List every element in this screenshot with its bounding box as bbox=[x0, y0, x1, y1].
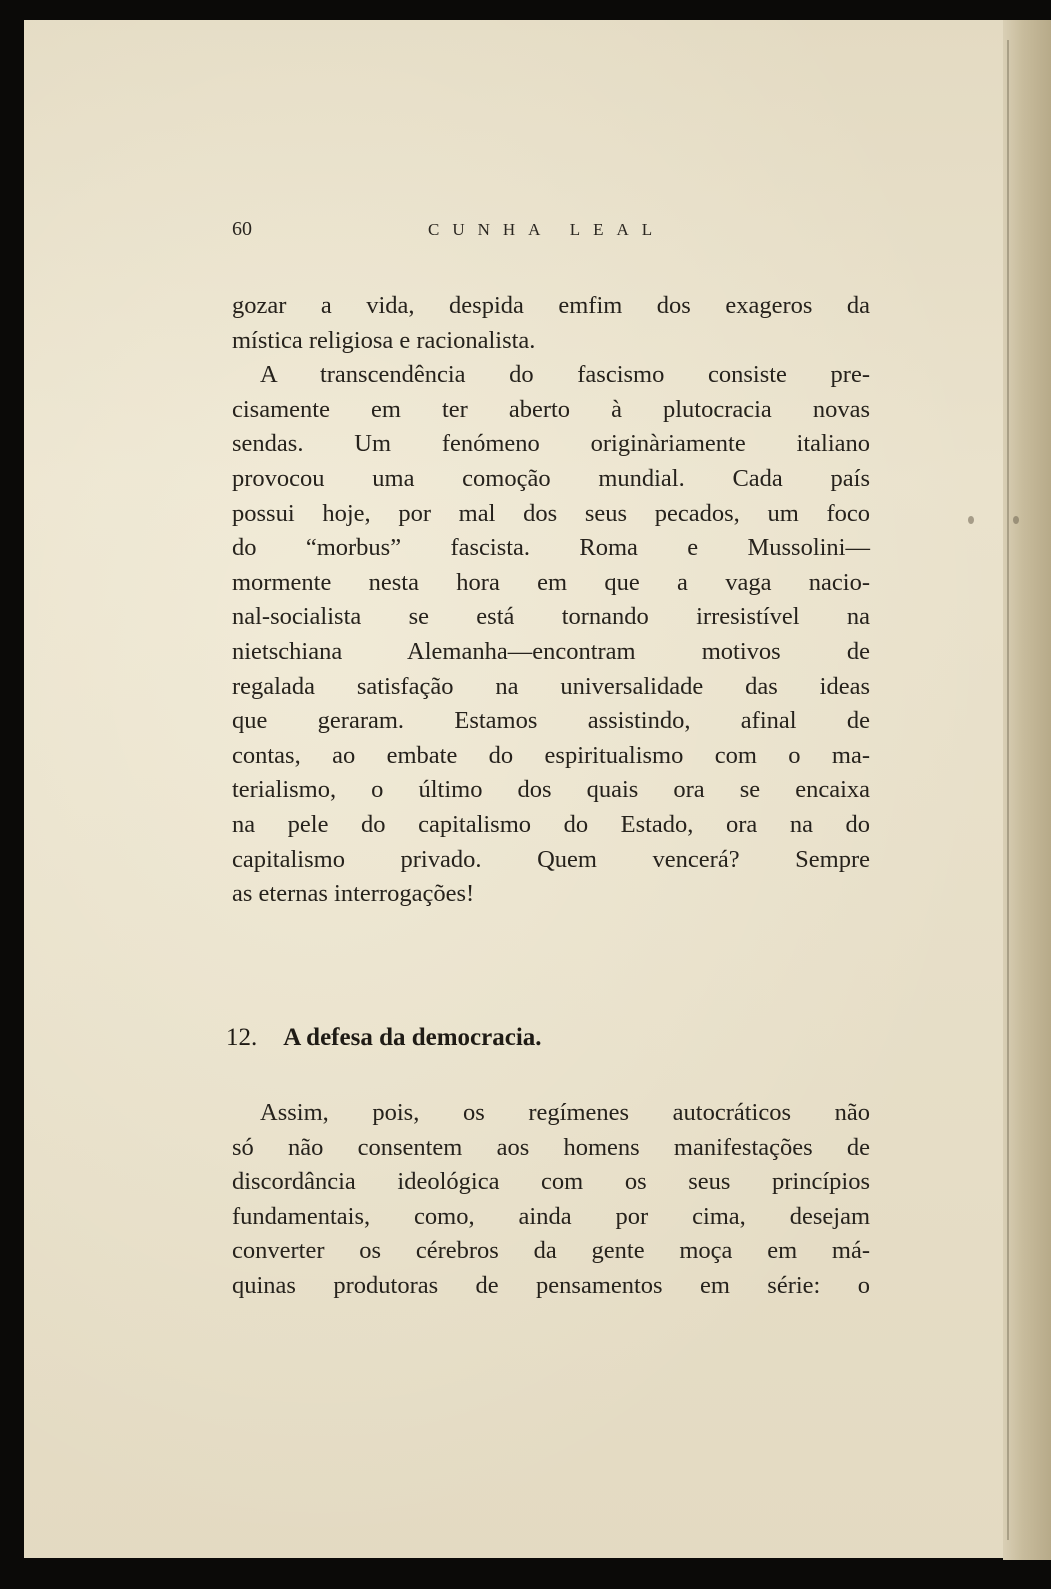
page-number: 60 bbox=[232, 218, 252, 240]
text-line: contas, ao embate do espiritualismo com o ma- bbox=[232, 741, 870, 769]
section-heading bbox=[226, 1024, 542, 1052]
text-line: que geraram. Estamos assistindo, afinal de bbox=[232, 707, 870, 735]
text-line: mística religiosa e racionalista. bbox=[232, 326, 536, 354]
section-title: A defesa da democracia. bbox=[283, 1024, 542, 1051]
text-line: na pele do capitalismo do Estado, ora na do bbox=[232, 810, 870, 838]
text-line: nal-socialista se está tornando irresistível na bbox=[232, 603, 870, 631]
text-line: converter os cérebros da gente moça em má- bbox=[232, 1237, 870, 1265]
text-line: discordância ideológica com os seus princípios bbox=[232, 1168, 870, 1196]
body-text-top bbox=[232, 289, 870, 912]
text-line: só não consentem aos homens manifestações de bbox=[232, 1133, 870, 1161]
text-line: mormente nesta hora em que a vaga nacio- bbox=[232, 568, 870, 596]
text-line: do “morbus” fascista. Roma e Mussolini— bbox=[232, 534, 870, 562]
text-line: as eternas interrogações! bbox=[232, 880, 475, 908]
text-line: A transcendência do fascismo consiste pre- bbox=[260, 361, 870, 389]
page-fold-line bbox=[1007, 40, 1009, 1540]
text-line: fundamentais, como, ainda por cima, desejam bbox=[232, 1202, 870, 1230]
text-line: capitalismo privado. Quem vencerá? Sempre bbox=[232, 845, 870, 873]
running-title: CUNHA LEAL bbox=[428, 220, 666, 239]
text-line: nietschiana Alemanha—encontram motivos de bbox=[232, 637, 870, 665]
text-line: terialismo, o último dos quais ora se encaixa bbox=[232, 776, 870, 804]
text-line: quinas produtoras de pensamentos em série: o bbox=[232, 1271, 870, 1299]
text-line: Assim, pois, os regímenes autocráticos não bbox=[260, 1099, 870, 1126]
paper-speck bbox=[968, 516, 974, 524]
text-line: regalada satisfação na universalidade das ideas bbox=[232, 672, 870, 700]
text-line: provocou uma comoção mundial. Cada país bbox=[232, 464, 870, 492]
next-page-edge bbox=[1003, 20, 1051, 1560]
section-number: 12. bbox=[226, 1024, 258, 1051]
text-line: cisamente em ter aberto à plutocracia novas bbox=[232, 395, 870, 423]
text-line: sendas. Um fenómeno originàriamente italiano bbox=[232, 430, 870, 458]
paper-speck bbox=[1013, 516, 1019, 524]
body-text-bottom bbox=[232, 1096, 870, 1304]
text-line: gozar a vida, despida emfim dos exageros da bbox=[232, 292, 870, 319]
text-line: possui hoje, por mal dos seus pecados, um foco bbox=[232, 499, 870, 527]
